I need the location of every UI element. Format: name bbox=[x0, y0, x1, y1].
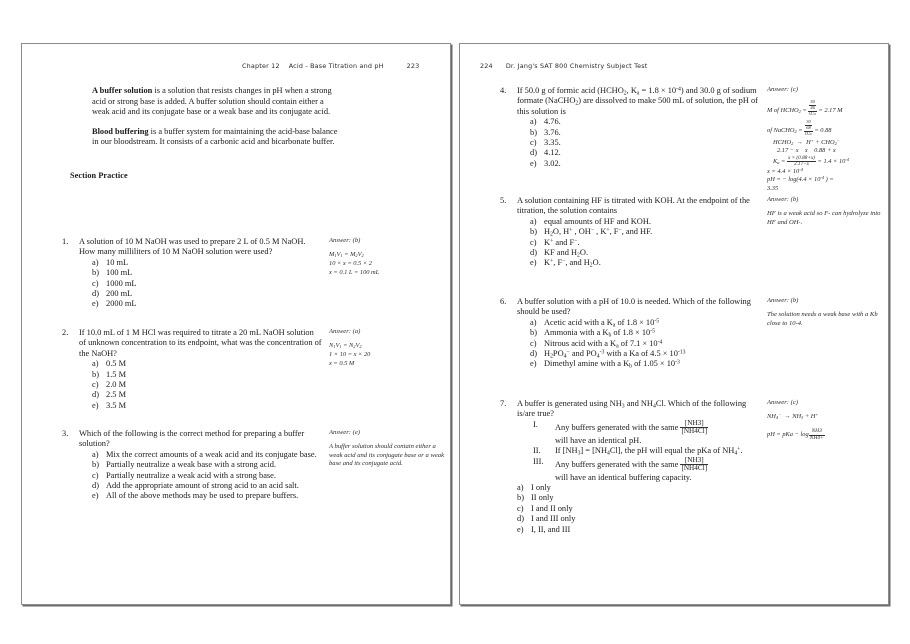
math-result: 2.17 M bbox=[824, 107, 843, 115]
option-d[interactable] bbox=[530, 148, 760, 158]
option-label: e) bbox=[530, 158, 537, 168]
option-label: c) bbox=[92, 470, 99, 480]
option-label: d) bbox=[530, 248, 537, 258]
question-number: 6. bbox=[500, 297, 507, 306]
roman-label: III. bbox=[533, 456, 544, 466]
option-text: I, II, and III bbox=[531, 524, 571, 534]
option-c[interactable] bbox=[530, 138, 760, 148]
page-folio: 224 bbox=[480, 62, 493, 70]
right-page-running-head bbox=[480, 62, 648, 70]
answer-math bbox=[767, 413, 885, 441]
answer-note-6 bbox=[767, 297, 885, 328]
running-head-chapter: Chapter 12 bbox=[242, 62, 280, 70]
option-c[interactable] bbox=[517, 503, 760, 514]
math-line: 1 × 10 = x × 20 bbox=[329, 351, 371, 358]
option-label: e) bbox=[530, 258, 537, 268]
question-stem: A buffer is generated using $NH_3$ and $NH_4Cl$. Which of the following is/are true? bbox=[517, 399, 747, 419]
option-text: 2.0 M bbox=[106, 380, 127, 390]
option-text: equal amounts of HF and KOH. bbox=[544, 216, 651, 226]
answer-math bbox=[767, 100, 885, 193]
answer-note-4 bbox=[767, 86, 885, 194]
math-line: pH = pKa − log $\frac{NH3}{NH4+}$ bbox=[767, 428, 824, 441]
fraction-nh3-nh4cl: $\frac{[NH3]}{[NH4Cl]}$ bbox=[681, 455, 708, 473]
answer-heading: Answer: (b) bbox=[329, 237, 361, 244]
option-label: a) bbox=[530, 216, 537, 226]
math-line: M of $HCHO_2$ = $\frac{\frac{50}{46}}{0.5}$ = 2.17 M bbox=[767, 99, 843, 117]
stem-part: = 1.8 × 10 bbox=[639, 86, 677, 95]
intro-body-text bbox=[92, 86, 342, 157]
answer-heading: Answer: (a) bbox=[329, 328, 361, 335]
answer-heading: Answer: (c) bbox=[767, 86, 798, 93]
option-a[interactable] bbox=[92, 359, 322, 369]
answer-heading: Answer: (c) bbox=[767, 399, 798, 406]
option-a[interactable] bbox=[530, 117, 760, 127]
question-number: 2. bbox=[62, 328, 69, 337]
answer-note-3 bbox=[329, 429, 447, 469]
option-text: 1000 mL bbox=[106, 278, 137, 288]
option-label: a) bbox=[517, 483, 524, 493]
question-body bbox=[517, 196, 760, 269]
option-label: b) bbox=[530, 328, 537, 338]
math-result: 0.88 bbox=[820, 127, 832, 135]
question-body bbox=[79, 429, 322, 502]
option-text: 200 mL bbox=[106, 289, 133, 299]
answer-explanation: HF is a weak acid so F- can hydrolyze into HF and OH-. bbox=[767, 210, 881, 226]
math-line: 2.17 − x x 0.88 + x bbox=[777, 147, 836, 155]
option-text: 2000 mL bbox=[106, 299, 137, 309]
roman-text: If $[NH_3] = [NH_4Cl]$, the pH will equal the pKa of $NH_4^+$. bbox=[555, 446, 743, 457]
math-line: x = 0.1 L = 100 mL bbox=[329, 268, 380, 276]
question-stem: Which of the following is the correct method for preparing a buffer solution? bbox=[79, 429, 305, 449]
stem-part: , K bbox=[626, 86, 637, 95]
option-list bbox=[79, 359, 322, 411]
paragraph-buffer-solution bbox=[92, 86, 342, 118]
math-line: of NaCHO$_2$ = $\frac{\frac{30}{68}}{0.5}$ = 0.88 bbox=[767, 119, 832, 137]
option-text: All of the above methods may be used to prepare buffers. bbox=[106, 491, 299, 501]
answer-note-5 bbox=[767, 196, 885, 227]
option-e[interactable] bbox=[92, 491, 322, 501]
option-c[interactable] bbox=[530, 338, 760, 349]
math-line: $K_a$ = $\frac{x \times (0.88+x)}{2.17-x}$ = $1.4 \times 10^{-4}$ bbox=[773, 155, 849, 168]
paragraph-blood-buffering bbox=[92, 127, 342, 148]
question-body bbox=[79, 328, 322, 411]
option-label: e) bbox=[92, 400, 99, 410]
option-label: b) bbox=[92, 268, 99, 278]
option-text: Dimethyl amine with a $K_b$ of $1.05 \times 10^{-3}$ bbox=[544, 359, 680, 370]
fraction: $\frac{x \times (0.88+x)}{2.17-x}$ bbox=[787, 155, 815, 168]
option-label: a) bbox=[92, 449, 99, 459]
option-text: 3.02. bbox=[544, 158, 561, 168]
right-page bbox=[459, 43, 889, 605]
option-text: I and II only bbox=[531, 503, 573, 513]
stem-part: ) are dissolved to make 500 mL of solution, the pH of this solution is bbox=[517, 96, 758, 116]
option-text: Partially neutralize a weak acid with a strong base. bbox=[106, 470, 276, 480]
option-text: Mix the correct amounts of a weak acid and its conjugate base. bbox=[106, 449, 317, 459]
option-label: a) bbox=[530, 317, 537, 327]
roman-item-i bbox=[533, 418, 760, 446]
answer-note-2 bbox=[329, 328, 447, 368]
option-c[interactable] bbox=[92, 380, 322, 390]
question-number: 7. bbox=[500, 399, 507, 408]
option-list bbox=[79, 450, 322, 502]
question-number: 5. bbox=[500, 196, 507, 205]
option-text: 100 mL bbox=[106, 268, 133, 278]
option-label: c) bbox=[92, 278, 99, 288]
option-d[interactable] bbox=[92, 390, 322, 400]
option-list bbox=[517, 318, 760, 370]
option-text: 4.76. bbox=[544, 117, 561, 127]
option-b[interactable] bbox=[92, 268, 322, 278]
option-b[interactable] bbox=[530, 227, 760, 238]
roman-item-ii bbox=[533, 446, 760, 457]
option-text: 3.76. bbox=[544, 127, 561, 137]
option-label: e) bbox=[530, 359, 537, 369]
option-e[interactable] bbox=[517, 524, 760, 535]
option-list bbox=[79, 258, 322, 310]
option-label: b) bbox=[92, 460, 99, 470]
roman-text-cont: will have an identical buffering capacity. bbox=[555, 472, 692, 482]
math-line: $HCHO_2 \to H^+ + CHO_2^-$ bbox=[773, 138, 840, 146]
option-list bbox=[517, 217, 760, 269]
roman-text: Any buffers generated with the same bbox=[555, 459, 679, 469]
roman-item-iii bbox=[533, 455, 760, 483]
answer-heading: Answer: (b) bbox=[767, 196, 799, 203]
question-body bbox=[517, 86, 760, 169]
math-line: $N_1V_1 = N_2V_2$ bbox=[329, 342, 362, 350]
option-text: I only bbox=[531, 483, 551, 493]
option-label: a) bbox=[92, 257, 99, 267]
math-line: $NH_4^- \to NH_3 + H^+$ bbox=[767, 412, 819, 421]
option-text: 3.35. bbox=[544, 138, 561, 148]
option-d[interactable] bbox=[530, 248, 760, 259]
question-stem: A buffer solution with a pH of 10.0 is needed. Which of the following should be used? bbox=[517, 297, 751, 317]
option-text: I and III only bbox=[531, 514, 576, 524]
roman-text: Any buffers generated with the same bbox=[555, 422, 679, 432]
fraction-nh3-nh4: $\frac{NH3}{NH4+}$ bbox=[809, 428, 824, 441]
option-e[interactable] bbox=[92, 400, 322, 411]
option-e[interactable] bbox=[530, 359, 760, 370]
option-text: K+ and F−. bbox=[544, 237, 580, 247]
roman-label: I. bbox=[533, 419, 538, 429]
roman-label: II. bbox=[533, 446, 541, 456]
option-d[interactable] bbox=[92, 289, 322, 299]
option-label: e) bbox=[92, 491, 99, 501]
option-d[interactable] bbox=[517, 514, 760, 524]
option-label: d) bbox=[530, 349, 537, 359]
stem-part: If 50.0 g of formic acid (HCHO bbox=[517, 86, 624, 95]
answer-math bbox=[329, 251, 447, 277]
option-a[interactable] bbox=[92, 449, 322, 460]
option-label: b) bbox=[92, 369, 99, 379]
math-line: 10 × x = 0.5 × 2 bbox=[329, 260, 372, 267]
option-label: a) bbox=[530, 117, 537, 127]
option-text: Nitrous acid with a $K_a$ of $7.1 \times 10^{-4}$ bbox=[544, 338, 663, 349]
paragraph-lead-term: Blood buffering bbox=[92, 126, 149, 136]
math-line: $x = 4.4 \times 10^{-4}$ bbox=[767, 166, 803, 175]
fraction-nh3-nh4cl: $\frac{[NH3]}{[NH4Cl]}$ bbox=[681, 418, 708, 436]
option-label: b) bbox=[530, 227, 537, 237]
answer-explanation: The solution needs a weak base with a Kb close to 10-4. bbox=[767, 311, 878, 327]
option-label: d) bbox=[92, 481, 99, 491]
option-text: Ammonia with a $K_b$ of $1.8 \times 10^{-5}$ bbox=[544, 328, 655, 339]
option-b[interactable] bbox=[530, 328, 760, 339]
option-text: 4.12. bbox=[544, 148, 561, 158]
option-d[interactable] bbox=[92, 481, 322, 491]
question-number: 3. bbox=[62, 429, 69, 438]
paragraph-lead-term: A buffer solution bbox=[92, 86, 153, 95]
option-a[interactable] bbox=[92, 257, 322, 268]
question-stem: A solution containing HF is titrated with KOH. At the endpoint of the titration, the solution contains bbox=[517, 196, 750, 216]
option-label: d) bbox=[530, 148, 537, 158]
question-stem: If 50.0 g of formic acid ($HCHO_2$, $K_a = 1.8 \times 10^{-4}$) and 30.0 g of sodium formate (NaCHO$_2$) are dissolved to make 500 mL of solution, the pH of this solution is bbox=[517, 86, 758, 116]
option-text: II only bbox=[531, 493, 554, 503]
option-label: e) bbox=[92, 299, 99, 309]
stem-part: ) and 30.0 g of sodium formate (NaCHO bbox=[517, 86, 757, 106]
option-label: d) bbox=[517, 514, 524, 524]
roman-text-cont: will have an identical pH. bbox=[555, 435, 642, 445]
answer-note-1 bbox=[329, 237, 447, 277]
answer-math bbox=[329, 342, 447, 368]
left-page bbox=[21, 43, 451, 605]
option-text: K+, F−, and $H_2O$. bbox=[544, 258, 601, 269]
option-text: KF and $H_2O$. bbox=[544, 248, 589, 259]
option-b[interactable] bbox=[517, 493, 760, 503]
option-text: 10 mL bbox=[106, 257, 129, 267]
paragraph-text: is a solution that resists changes in pH when a strong acid or strong base is added. A buffer solution should contain either a weak acid and its conjugate base or a weak base and its conjugate acid. bbox=[92, 86, 332, 117]
option-label: b) bbox=[517, 493, 524, 503]
answer-note-7 bbox=[767, 399, 885, 441]
question-stem: If 10.0 mL of 1 M HCl was required to titrate a 20 mL NaOH solution of unknown concentration to its endpoint, what was the concentration of the NaOH? bbox=[79, 328, 322, 358]
option-text: Add the appropriate amount of strong acid to an acid salt. bbox=[106, 481, 299, 491]
option-text: Acetic acid with a $K_a$ of $1.8 \times 10^{-5}$ bbox=[544, 317, 660, 329]
option-text: $H_2O$, H+ , OH− , K+, F−, and HF. bbox=[544, 227, 653, 238]
option-e[interactable] bbox=[92, 299, 322, 309]
option-b[interactable] bbox=[92, 460, 322, 470]
option-label: d) bbox=[92, 289, 99, 299]
option-label: b) bbox=[530, 127, 537, 137]
option-label: c) bbox=[517, 503, 524, 513]
option-a[interactable] bbox=[530, 317, 760, 329]
fraction: $\frac{\frac{30}{68}}{0.5}$ bbox=[805, 119, 812, 137]
option-list bbox=[517, 117, 760, 169]
option-text: Partially neutralize a weak base with a strong acid. bbox=[106, 460, 276, 470]
running-head-title: Acid - Base Titration and pH bbox=[288, 62, 384, 70]
answer-explanation: A buffer solution should contain either a weak acid and its conjugate base or a weak base and its conjugate acid. bbox=[329, 443, 445, 468]
running-head-title: Dr. Jang's SAT 800 Chemistry Subject Test bbox=[505, 62, 648, 70]
option-e[interactable] bbox=[530, 158, 760, 169]
option-list bbox=[517, 483, 760, 535]
option-label: a) bbox=[92, 359, 99, 369]
math-line: 3.35 bbox=[767, 184, 779, 192]
math-line: $M_1V_1 = M_2V_2$ bbox=[329, 251, 364, 259]
option-label: e) bbox=[517, 524, 524, 534]
option-c[interactable] bbox=[530, 237, 760, 248]
option-text: 0.5 M bbox=[106, 359, 127, 369]
question-stem: A solution of 10 M NaOH was used to prepare 2 L of 0.5 M NaOH. How many milliliters of 10 M NaOH solution were used? bbox=[79, 237, 306, 257]
option-c[interactable] bbox=[92, 278, 322, 289]
fraction: $\frac{\frac{50}{46}}{0.5}$ bbox=[809, 99, 816, 117]
option-label: c) bbox=[530, 237, 537, 247]
option-d[interactable] bbox=[530, 349, 760, 360]
option-label: d) bbox=[92, 390, 99, 400]
answer-heading: Answer: (b) bbox=[767, 297, 799, 304]
option-text: 1.5 M bbox=[106, 369, 127, 379]
option-label: c) bbox=[530, 138, 537, 148]
option-e[interactable] bbox=[530, 258, 760, 269]
question-number: 1. bbox=[62, 237, 69, 246]
option-label: c) bbox=[530, 338, 537, 348]
option-text: 3.5 M bbox=[106, 400, 127, 410]
option-label: c) bbox=[92, 380, 99, 390]
option-text: $H_2PO_4^-$ and $PO_4^{-3}$ with a Ka of $4.5 \times 10^{-13}$ bbox=[544, 349, 686, 360]
math-line: x = 0.5 M bbox=[329, 359, 355, 367]
question-body bbox=[517, 297, 760, 370]
option-c[interactable] bbox=[92, 470, 322, 481]
question-number: 4. bbox=[500, 86, 507, 95]
roman-list bbox=[517, 420, 760, 483]
option-b[interactable] bbox=[530, 127, 760, 138]
question-body bbox=[79, 237, 322, 310]
option-a[interactable] bbox=[530, 216, 760, 227]
option-text: 2.5 M bbox=[106, 390, 127, 400]
option-b[interactable] bbox=[92, 369, 322, 380]
question-body bbox=[517, 399, 760, 535]
page-folio: 223 bbox=[406, 62, 420, 70]
option-a[interactable] bbox=[517, 483, 760, 493]
answer-heading: Answer: (e) bbox=[329, 429, 360, 436]
math-line: pH = − $\log(4.4 \times 10^{-4}$ ) = bbox=[767, 175, 834, 184]
left-page-running-head bbox=[242, 62, 419, 70]
section-practice-heading: Section Practice bbox=[70, 171, 128, 180]
paragraph-text: is a buffer system for maintaining the acid-base balance in our bloodstream. It consists of a carbonic acid and bicarbonate buffer. bbox=[92, 126, 338, 147]
